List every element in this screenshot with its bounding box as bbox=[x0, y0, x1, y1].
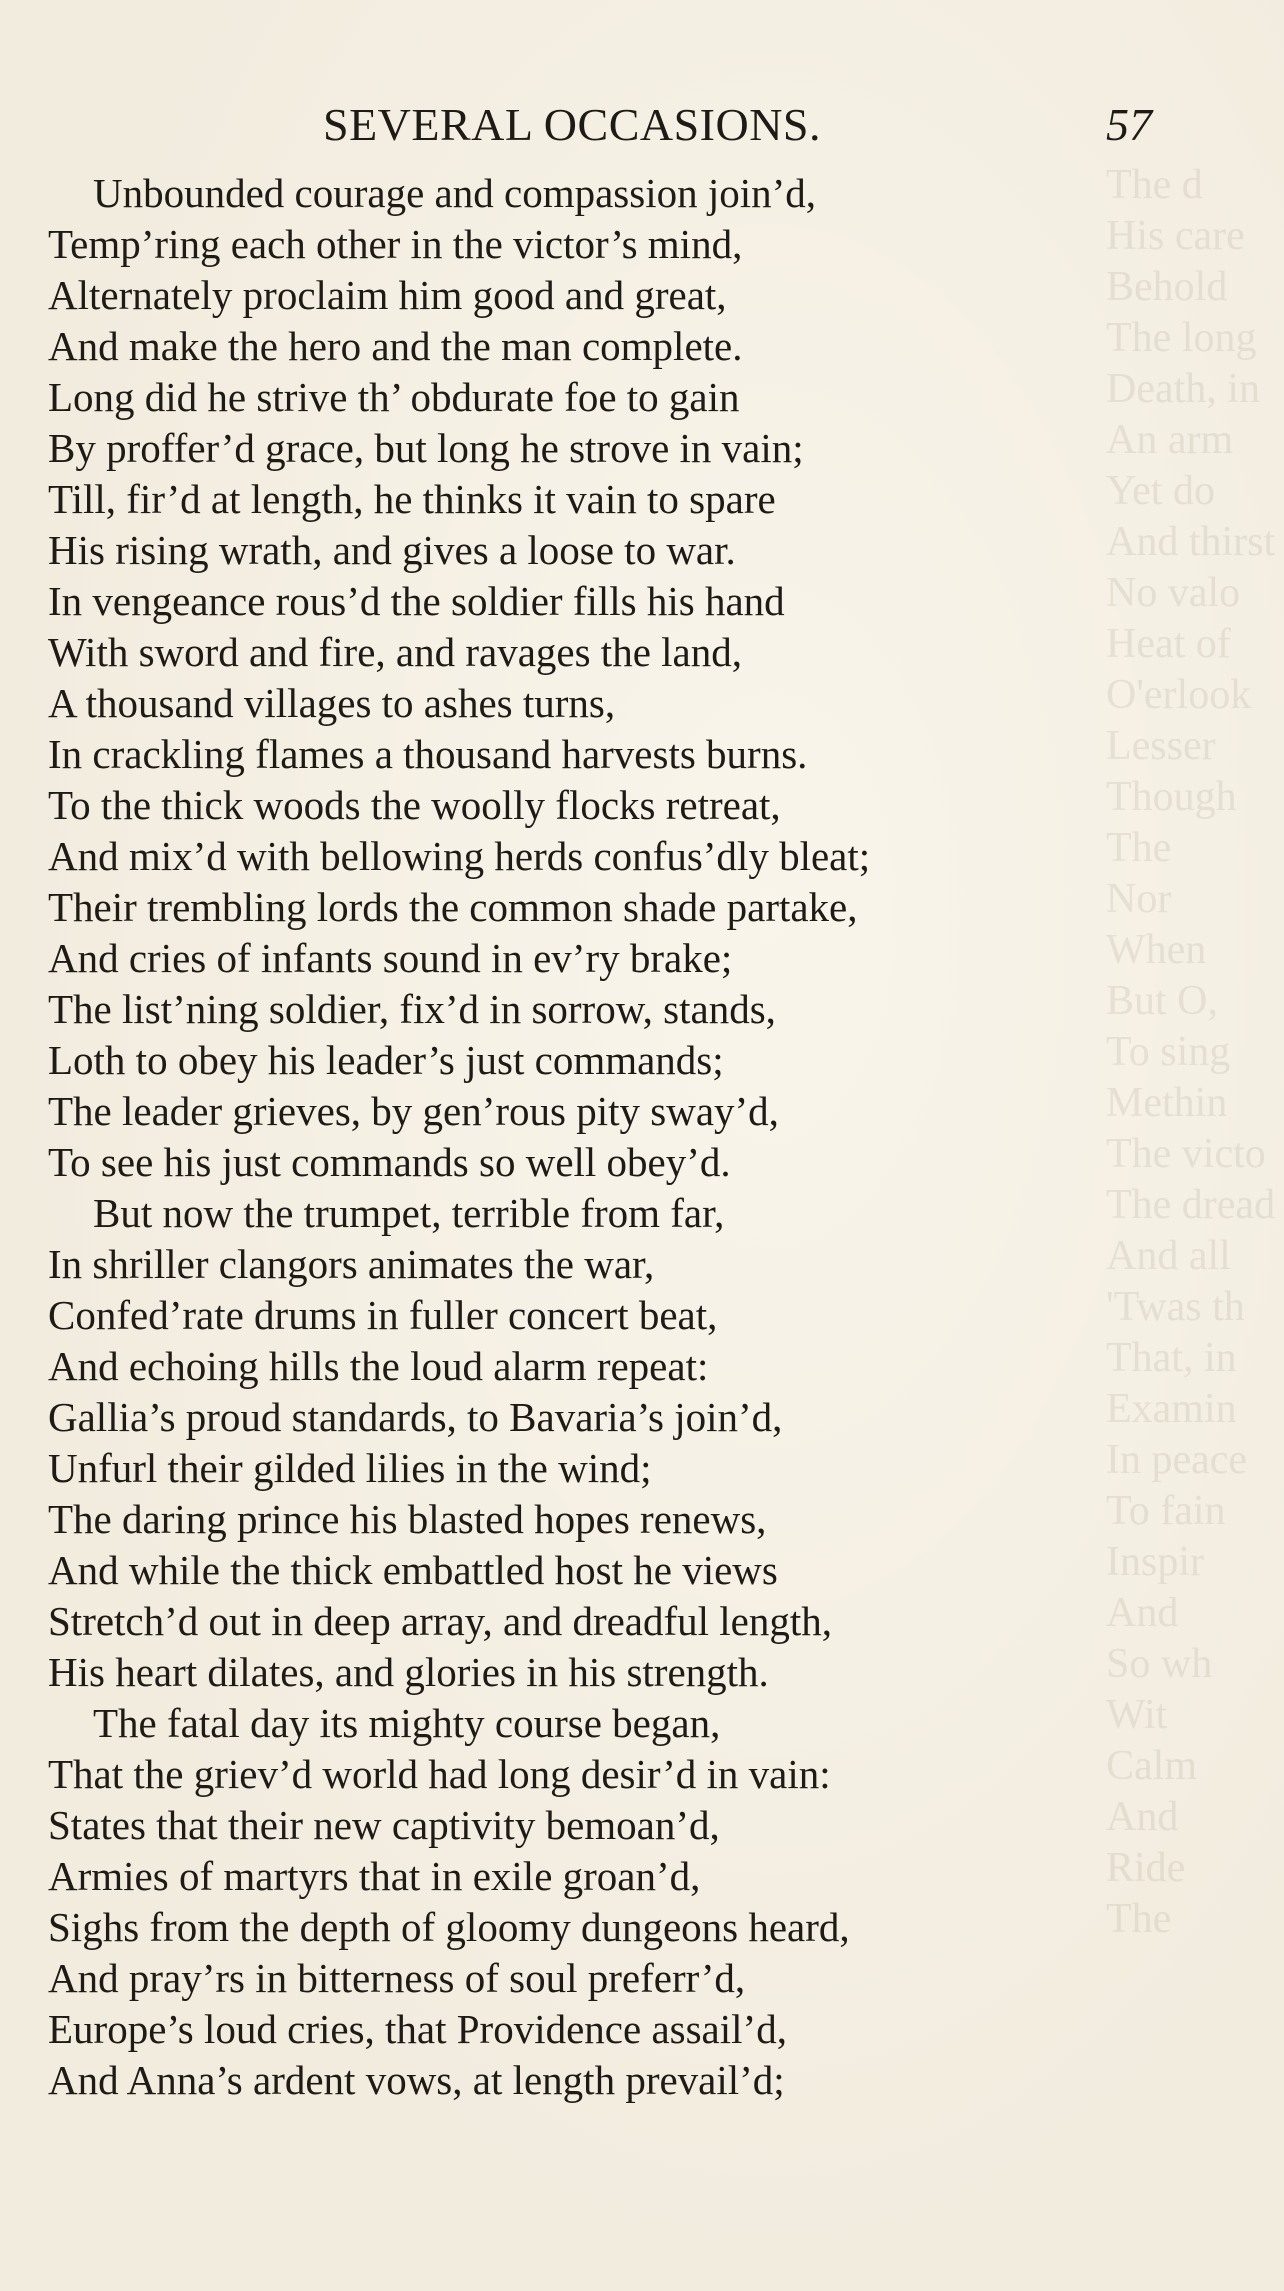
poem-line: To see his just commands so well obey’d. bbox=[48, 1139, 731, 1185]
poem-line: The list’ning soldier, fix’d in sorrow, stands, bbox=[48, 986, 776, 1032]
poem-line: And while the thick embattled host he views bbox=[48, 1547, 778, 1593]
poem-line: His rising wrath, and gives a loose to war. bbox=[48, 527, 736, 573]
poem-line: A thousand villages to ashes turns, bbox=[48, 680, 616, 726]
poem-line: And echoing hills the loud alarm repeat: bbox=[48, 1343, 709, 1389]
poem-line: Loth to obey his leader’s just commands; bbox=[48, 1037, 724, 1083]
poem-line: Confed’rate drums in fuller concert beat, bbox=[48, 1292, 718, 1338]
poem-body bbox=[48, 168, 1088, 2106]
running-head bbox=[0, 98, 1284, 158]
poem-line: Unfurl their gilded lilies in the wind; bbox=[48, 1445, 652, 1491]
bleed-through-text: The d His care Behold The long Death, in An arm Yet do And thirst No valo Heat of O'erlook Lesser Though The Nor When But O, To sing Methin The victo The dread And all 'Twas th That, in Examin In peace To fain Inspir And So wh Wit Calm And Ride The bbox=[1106, 162, 1276, 1942]
poem-line: The fatal day its mighty course began, bbox=[93, 1700, 721, 1746]
poem-line: To the thick woods the woolly flocks retreat, bbox=[48, 782, 781, 828]
poem-line: Till, fir’d at length, he thinks it vain to spare bbox=[48, 476, 776, 522]
running-title: SEVERAL OCCASIONS. bbox=[323, 99, 822, 150]
poem-line: Temp’ring each other in the victor’s mind, bbox=[48, 221, 743, 267]
poem-line: And make the hero and the man complete. bbox=[48, 323, 743, 369]
poem-line: In shriller clangors animates the war, bbox=[48, 1241, 655, 1287]
poem-line: And pray’rs in bitterness of soul preferr’d, bbox=[48, 1955, 746, 2001]
poem-line: His heart dilates, and glories in his strength. bbox=[48, 1649, 769, 1695]
poem-line: Unbounded courage and compassion join’d, bbox=[93, 170, 817, 216]
poem-line: Sighs from the depth of gloomy dungeons heard, bbox=[48, 1904, 850, 1950]
poem-line: And Anna’s ardent vows, at length prevail’d; bbox=[48, 2057, 785, 2103]
poem-line: Gallia’s proud standards, to Bavaria’s join’d, bbox=[48, 1394, 783, 1440]
poem-line: The leader grieves, by gen’rous pity sway’d, bbox=[48, 1088, 779, 1134]
page-number: 57 bbox=[1106, 99, 1152, 150]
poem-line: Stretch’d out in deep array, and dreadful length, bbox=[48, 1598, 833, 1644]
poem-line: Their trembling lords the common shade partake, bbox=[48, 884, 858, 930]
poem-line: Armies of martyrs that in exile groan’d, bbox=[48, 1853, 701, 1899]
poem-line: But now the trumpet, terrible from far, bbox=[93, 1190, 725, 1236]
poem-line: The daring prince his blasted hopes renews, bbox=[48, 1496, 767, 1542]
poem-line: Europe’s loud cries, that Providence assail’d, bbox=[48, 2006, 787, 2052]
poem-line: Alternately proclaim him good and great, bbox=[48, 272, 727, 318]
poem-line: And mix’d with bellowing herds confus’dly bleat; bbox=[48, 833, 871, 879]
poem-line: That the griev’d world had long desir’d in vain: bbox=[48, 1751, 831, 1797]
poem-line: States that their new captivity bemoan’d, bbox=[48, 1802, 720, 1848]
poem-line: In crackling flames a thousand harvests burns. bbox=[48, 731, 808, 777]
poem-line: By proffer’d grace, but long he strove in vain; bbox=[48, 425, 804, 471]
poem-line: In vengeance rous’d the soldier fills his hand bbox=[48, 578, 785, 624]
poem-line: And cries of infants sound in ev’ry brake; bbox=[48, 935, 733, 981]
poem-line: With sword and fire, and ravages the land, bbox=[48, 629, 742, 675]
poem-line: Long did he strive th’ obdurate foe to gain bbox=[48, 374, 740, 420]
